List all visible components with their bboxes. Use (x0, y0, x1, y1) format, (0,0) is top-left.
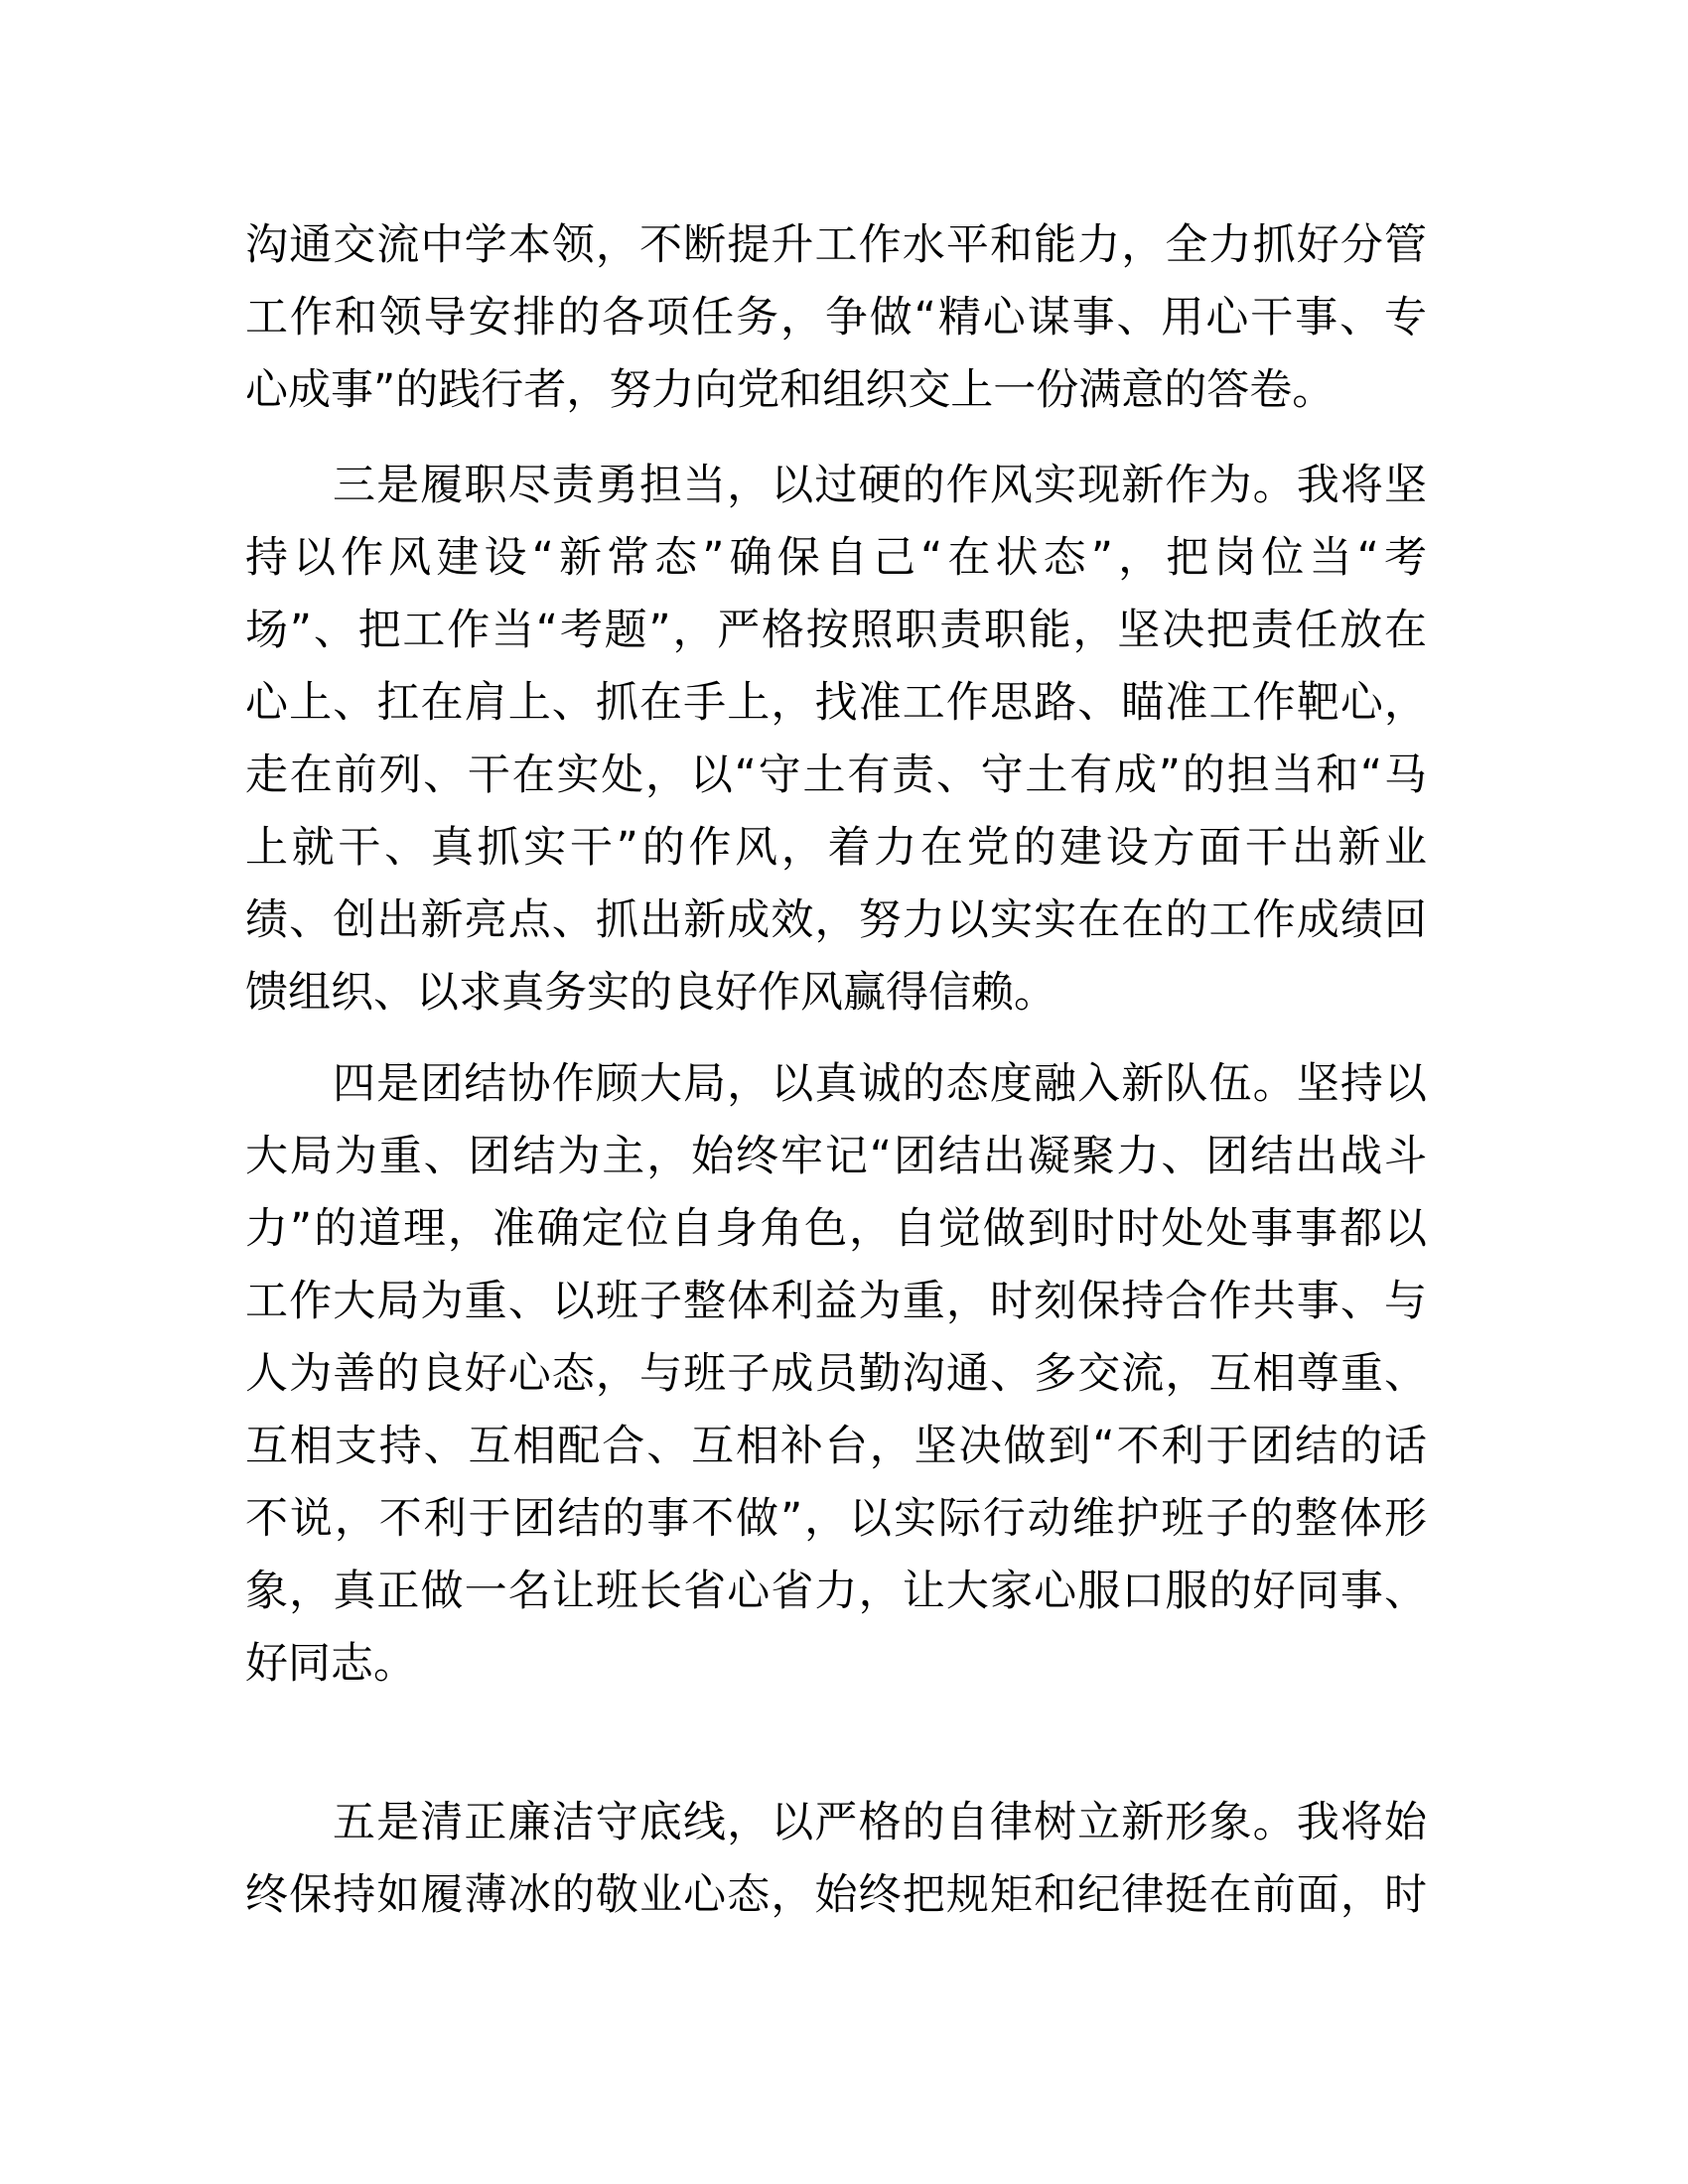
text-line: 心上、扛在肩上、抓在手上，找准工作思路、瞄准工作靶心， (245, 678, 1427, 728)
text-line: 场”、把工作当“考题”，严格按照职责职能，坚决把责任放在 (245, 606, 1427, 655)
text-line: 不说，不利于团结的事不做”，以实际行动维护班子的整体形 (245, 1494, 1427, 1544)
text-line: 上就干、真抓实干”的作风，着力在党的建设方面干出新业 (245, 823, 1427, 873)
text-line: 五是清正廉洁守底线，以严格的自律树立新形象。我将始 (333, 1798, 1427, 1847)
text-line: 互相支持、互相配合、互相补台，坚决做到“不利于团结的话 (245, 1422, 1427, 1471)
text-line: 力”的道理，准确定位自身角色，自觉做到时时处处事事都以 (245, 1204, 1427, 1254)
text-line: 象，真正做一名让班长省心省力，让大家心服口服的好同事、 (245, 1567, 1427, 1616)
text-line: 持以作风建设“新常态”确保自己“在状态”，把岗位当“考 (245, 533, 1427, 583)
text-line: 心成事”的践行者，努力向党和组织交上一份满意的答卷。 (245, 365, 1336, 415)
text-line: 好同志。 (245, 1639, 416, 1689)
text-line: 大局为重、团结为主，始终牢记“团结出凝聚力、团结出战斗 (245, 1132, 1427, 1181)
text-line: 工作和领导安排的各项任务，争做“精心谋事、用心干事、专 (245, 293, 1427, 342)
text-line: 四是团结协作顾大局，以真诚的态度融入新队伍。坚持以 (333, 1059, 1427, 1109)
text-line: 绩、创出新亮点、抓出新成效，努力以实实在在的工作成绩回 (245, 895, 1427, 945)
text-line: 工作大局为重、以班子整体利益为重，时刻保持合作共事、与 (245, 1277, 1427, 1326)
text-line: 馈组织、以求真务实的良好作风赢得信赖。 (245, 968, 1056, 1018)
text-line: 三是履职尽责勇担当，以过硬的作风实现新作为。我将坚 (333, 461, 1427, 510)
text-line: 沟通交流中学本领，不断提升工作水平和能力，全力抓好分管 (245, 220, 1427, 270)
text-line: 终保持如履薄冰的敬业心态，始终把规矩和纪律挺在前面，时 (245, 1870, 1427, 1920)
text-line: 人为善的良好心态，与班子成员勤沟通、多交流，互相尊重、 (245, 1349, 1427, 1399)
text-line: 走在前列、干在实处，以“守土有责、守土有成”的担当和“马 (245, 751, 1427, 800)
